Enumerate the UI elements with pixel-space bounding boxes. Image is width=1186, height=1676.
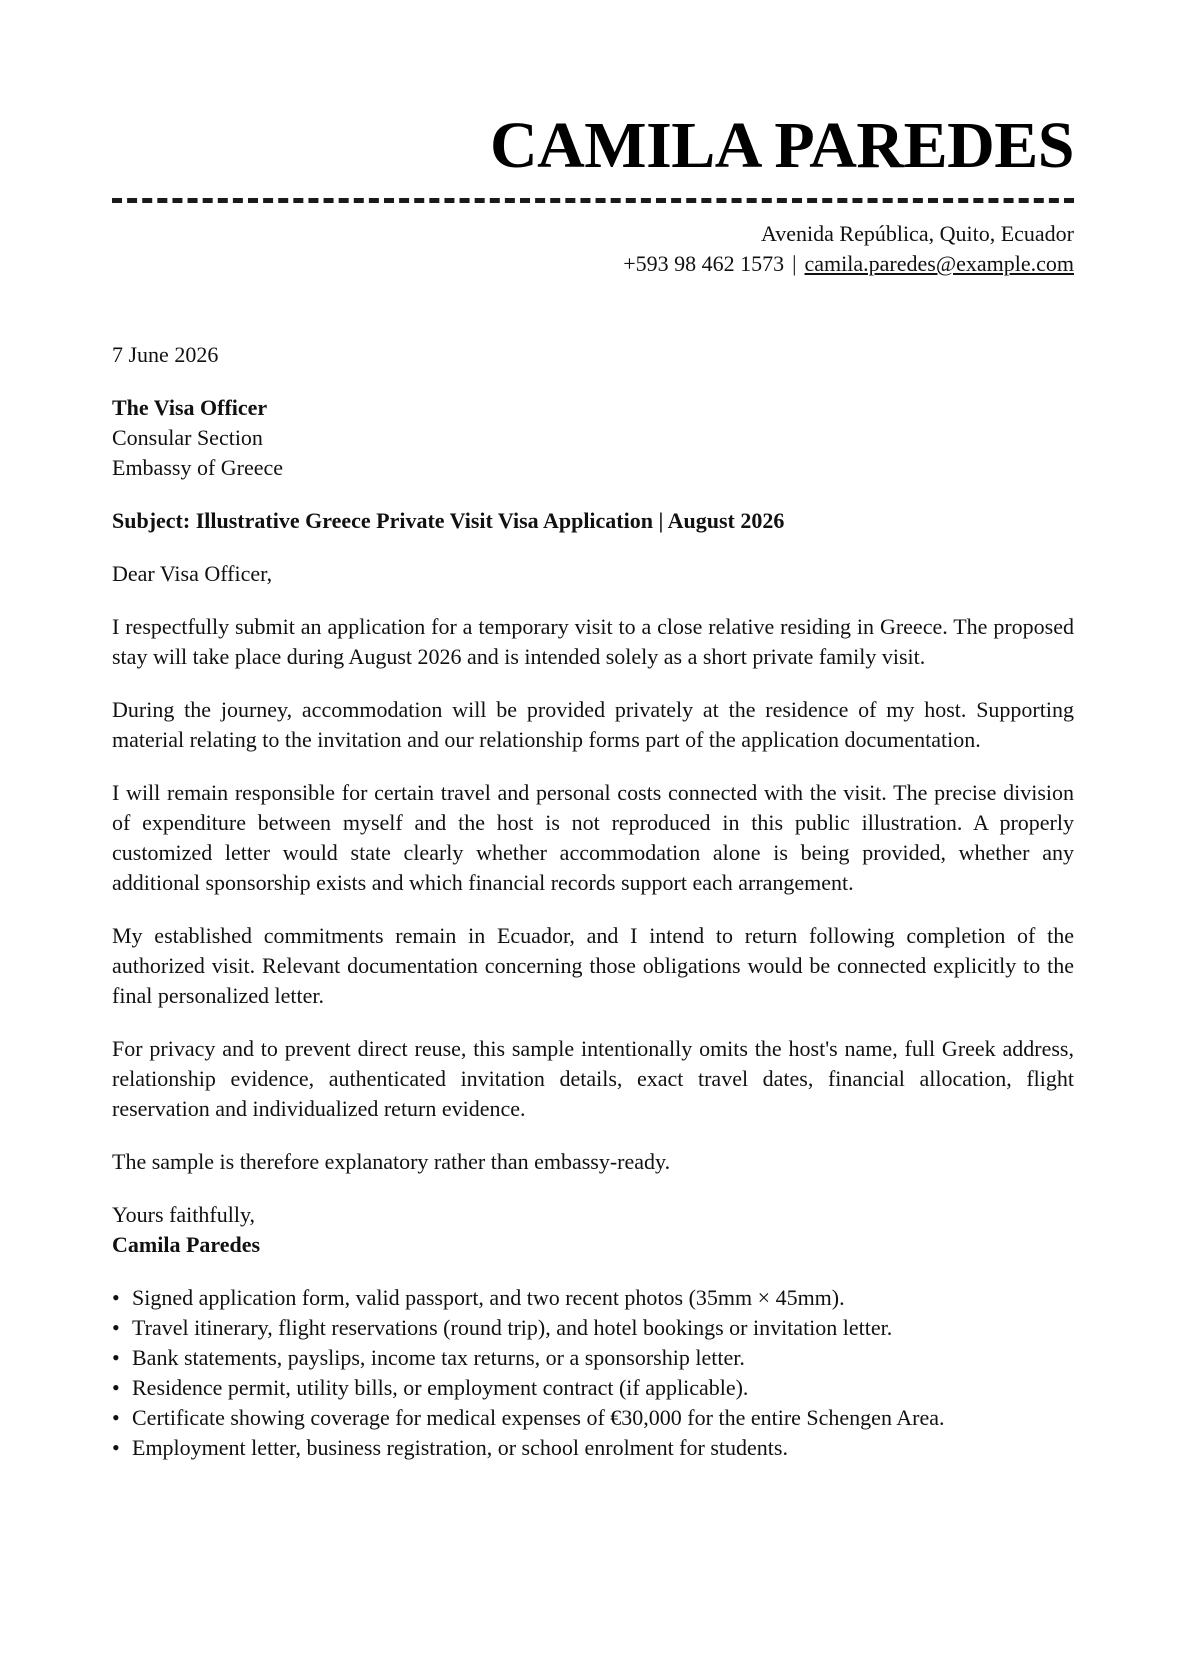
recipient-line-1: Consular Section xyxy=(112,425,263,450)
signature-name: Camila Paredes xyxy=(112,1232,261,1257)
letter-date: 7 June 2026 xyxy=(112,342,219,367)
subject-line: Subject: Illustrative Greece Private Visit Visa Application | August 2026 xyxy=(112,508,785,533)
list-item xyxy=(112,1373,1074,1403)
list-item-text: Employment letter, business registration, or school enrolment for students. xyxy=(132,1435,788,1460)
list-item xyxy=(112,1283,1074,1313)
bullet-icon: • xyxy=(112,1285,120,1310)
letter-header xyxy=(112,0,1074,279)
recipient-name: The Visa Officer xyxy=(112,395,268,420)
phone-email-line xyxy=(112,249,1074,279)
body-paragraph: I respectfully submit an application for a temporary visit to a close relative residing in Greece. The proposed stay will take place during August 2026 and is intended solely as a short private family visit. xyxy=(112,614,1074,669)
list-item-text: Signed application form, valid passport, and two recent photos (35mm × 45mm). xyxy=(132,1285,845,1310)
list-item-text: Travel itinerary, flight reservations (round trip), and hotel bookings or invitation letter. xyxy=(132,1315,893,1340)
list-item xyxy=(112,1403,1074,1433)
address-line: Avenida República, Quito, Ecuador xyxy=(761,221,1074,246)
closing-block xyxy=(112,1200,1074,1260)
recipient-line-2: Embassy of Greece xyxy=(112,455,284,480)
closing-phrase: Yours faithfully, xyxy=(112,1202,256,1227)
contact-separator: | xyxy=(792,251,797,276)
bullet-icon: • xyxy=(112,1435,120,1460)
bullet-icon: • xyxy=(112,1315,120,1340)
email-link[interactable]: camila.paredes@example.com xyxy=(804,251,1074,276)
phone-number: +593 98 462 1573 xyxy=(623,251,785,276)
document-checklist xyxy=(112,1283,1074,1463)
contact-block xyxy=(112,219,1074,279)
list-item-text: Residence permit, utility bills, or employment contract (if applicable). xyxy=(132,1375,749,1400)
applicant-name: CAMILA PAREDES xyxy=(489,109,1074,182)
list-item xyxy=(112,1343,1074,1373)
body-paragraph: My established commitments remain in Ecuador, and I intend to return following completion of the authorized visit. Relevant documentation concerning those obligations would be connected explicitly to the final personalized letter. xyxy=(112,923,1074,1008)
recipient-block xyxy=(112,393,1074,483)
dashed-divider xyxy=(112,198,1074,203)
body-paragraph: During the journey, accommodation will be provided privately at the residence of my host. Supporting material relating to the invitation and our relationship forms part of the application documentation. xyxy=(112,697,1074,752)
bullet-icon: • xyxy=(112,1345,120,1370)
salutation: Dear Visa Officer, xyxy=(112,561,273,586)
list-item-text: Bank statements, payslips, income tax returns, or a sponsorship letter. xyxy=(132,1345,745,1370)
list-item xyxy=(112,1313,1074,1343)
list-item xyxy=(112,1433,1074,1463)
list-item-text: Certificate showing coverage for medical expenses of €30,000 for the entire Schengen Area. xyxy=(132,1405,945,1430)
body-paragraph: I will remain responsible for certain travel and personal costs connected with the visit. The precise division of expenditure between myself and the host is not reproduced in this public illustration. A properly customized letter would state clearly whether accommodation alone is being provided, whether any additional sponsorship exists and which financial records support each arrangement. xyxy=(112,780,1074,895)
bullet-icon: • xyxy=(112,1375,120,1400)
body-paragraph: The sample is therefore explanatory rather than embassy-ready. xyxy=(112,1149,671,1174)
body-paragraph: For privacy and to prevent direct reuse, this sample intentionally omits the host's name, full Greek address, relationship evidence, authenticated invitation details, exact travel dates, financial allocation, flight reservation and individualized return evidence. xyxy=(112,1036,1074,1121)
bullet-icon: • xyxy=(112,1405,120,1430)
